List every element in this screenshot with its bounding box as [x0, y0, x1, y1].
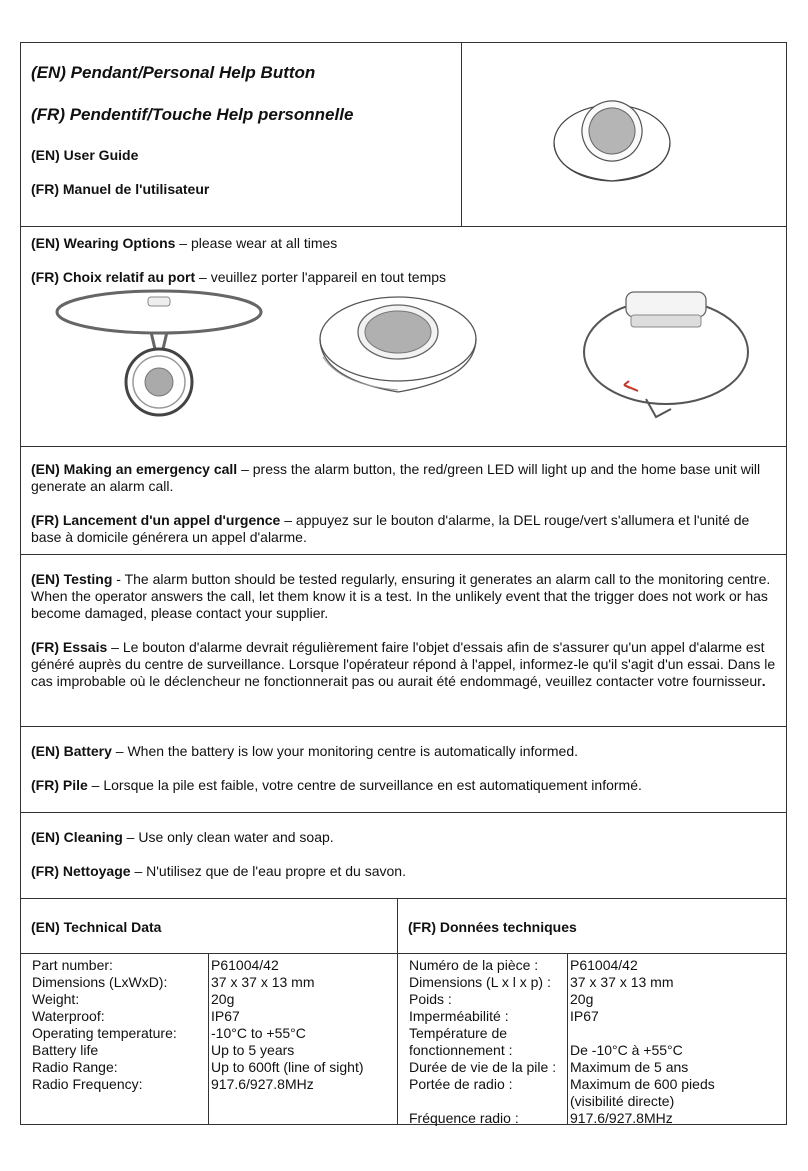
user-guide-en: (EN) User Guide — [31, 147, 139, 163]
wearing-fr-heading: (FR) Choix relatif au port — [31, 269, 196, 285]
pendant-device-icon — [462, 43, 787, 227]
testing-fr — [31, 639, 776, 690]
header-section — [21, 43, 786, 227]
emergency-en-text: – press the alarm button, the red/green LED will light up and the home base unit will generate an alarm call. — [31, 461, 761, 494]
emergency-en-heading: (EN) Making an emergency call — [31, 461, 238, 477]
battery-en-text: – When the battery is low your monitoring centre is automatically informed. — [111, 743, 579, 759]
tech-en-value: Up to 600ft (line of sight) — [211, 1059, 364, 1075]
tech-fr-label: Portée de radio : — [409, 1076, 513, 1092]
tech-en-label: Operating temperature: — [32, 1025, 177, 1041]
tech-en-values — [209, 954, 398, 1124]
testing-en — [31, 571, 776, 622]
cleaning-en — [31, 829, 776, 846]
emergency-en — [31, 461, 776, 495]
tech-en-label: Radio Range: — [32, 1059, 118, 1075]
cleaning-section — [21, 813, 786, 899]
emergency-fr — [31, 512, 776, 546]
cleaning-en-text: – Use only clean water and soap. — [122, 829, 334, 845]
tech-en-value: -10°C to +55°C — [211, 1025, 306, 1041]
tech-en-value: 20g — [211, 991, 235, 1007]
tech-en-label: Part number: — [32, 957, 113, 973]
testing-fr-text: – Le bouton d'alarme devrait régulièrement faire l'objet d'essais afin de s'assurer qu'un appel d'alarme est généré auprès du centre de surveillance. Lorsque l'opérateur répond à l'appel, informez-le qu'il s'agit d'un essai. Dans le cas improbable où le déclencheur ne fonctionnerait pas ou aurait été endommagé, veuillez contacter votre fournisseur — [31, 639, 776, 689]
tech-en-label: Waterproof: — [32, 1008, 105, 1024]
testing-en-text: - The alarm button should be tested regularly, ensuring it generates an alarm call to the monitoring centre. When the operator answers the call, let them know it is a test. In the unlikely event that the trigger does not work or has become damaged, please contact your supplier. — [31, 571, 771, 621]
testing-fr-heading: (FR) Essais — [31, 639, 108, 655]
cleaning-fr — [31, 863, 776, 880]
technical-data-header — [21, 899, 786, 954]
header-titles — [21, 43, 462, 226]
battery-fr-text: – Lorsque la pile est faible, votre centre de surveillance en est automatiquement informé. — [87, 777, 642, 793]
tech-fr-labels — [398, 954, 568, 1124]
tech-en-label: Battery life — [32, 1042, 99, 1058]
tech-fr-label: Dimensions (L x l x p) : — [409, 974, 551, 990]
tech-fr-label: Durée de vie de la pile : — [409, 1059, 557, 1075]
tech-title-en: (EN) Technical Data — [21, 899, 398, 953]
tech-fr-label — [409, 1093, 567, 1110]
tech-en-label: Radio Frequency: — [32, 1076, 143, 1092]
battery-fr-heading: (FR) Pile — [31, 777, 88, 793]
emergency-fr-heading: (FR) Lancement d'un appel d'urgence — [31, 512, 281, 528]
tech-fr-value: (visibilité directe) — [570, 1093, 675, 1109]
tech-fr-value: 20g — [570, 991, 594, 1007]
wearing-images — [21, 287, 786, 447]
emergency-fr-text: – appuyez sur le bouton d'alarme, la DEL rouge/vert s'allumera et l'unité de base à domicile générera un appel d'alarme. — [31, 512, 750, 545]
tech-fr-value — [570, 1025, 786, 1042]
battery-en-heading: (EN) Battery — [31, 743, 112, 759]
wearing-en-heading: (EN) Wearing Options — [31, 235, 176, 251]
wearing-en-text: – please wear at all times — [175, 235, 338, 251]
tech-fr-values — [568, 954, 786, 1124]
testing-en-heading: (EN) Testing — [31, 571, 113, 587]
necklace-icon — [51, 287, 271, 437]
user-guide-document — [20, 42, 787, 1125]
pendant-puck-icon — [311, 287, 486, 407]
tech-en-label: Weight: — [32, 991, 80, 1007]
wearing-en — [31, 235, 776, 252]
cleaning-fr-heading: (FR) Nettoyage — [31, 863, 131, 879]
wearing-fr-text: – veuillez porter l'appareil en tout temps — [195, 269, 447, 285]
tech-en-value: IP67 — [211, 1008, 240, 1024]
tech-en-value: 917.6/927.8MHz — [211, 1076, 314, 1092]
tech-fr-value: Maximum de 600 pieds — [570, 1076, 715, 1092]
pendant-image — [462, 43, 786, 226]
tech-fr-label: Température de — [409, 1025, 508, 1041]
cleaning-en-heading: (EN) Cleaning — [31, 829, 123, 845]
testing-fr-end: . — [761, 673, 766, 689]
title-en: (EN) Pendant/Personal Help Button — [31, 63, 316, 82]
tech-en-labels — [21, 954, 209, 1124]
battery-en — [31, 743, 776, 760]
tech-fr-value: 37 x 37 x 13 mm — [570, 974, 674, 990]
wearing-options-section — [21, 227, 786, 447]
cleaning-fr-text: – N'utilisez que de l'eau propre et du savon. — [130, 863, 406, 879]
tech-fr-value: P61004/42 — [570, 957, 638, 973]
battery-fr — [31, 777, 776, 794]
tech-fr-label: fonctionnement : — [409, 1042, 513, 1058]
tech-fr-label: Poids : — [409, 991, 452, 1007]
tech-en-label: Dimensions (LxWxD): — [32, 974, 168, 990]
tech-en-value: 37 x 37 x 13 mm — [211, 974, 315, 990]
tech-fr-value: De -10°C à +55°C — [570, 1042, 683, 1058]
tech-en-value: P61004/42 — [211, 957, 279, 973]
testing-section — [21, 555, 786, 727]
emergency-call-section — [21, 447, 786, 555]
tech-fr-value: IP67 — [570, 1008, 599, 1024]
wearing-fr — [31, 269, 776, 286]
tech-fr-label: Numéro de la pièce : — [409, 957, 539, 973]
tech-en-value: Up to 5 years — [211, 1042, 295, 1058]
battery-section — [21, 727, 786, 813]
tech-fr-value: 917.6/927.8MHz — [570, 1110, 673, 1126]
technical-data-table — [21, 954, 786, 1124]
tech-title-fr: (FR) Données techniques — [408, 919, 577, 935]
tech-fr-label: Imperméabilité : — [409, 1008, 509, 1024]
wrist-strap-icon — [576, 287, 756, 437]
tech-fr-label: Fréquence radio : — [409, 1110, 519, 1126]
tech-fr-value: Maximum de 5 ans — [570, 1059, 689, 1075]
title-fr: (FR) Pendentif/Touche Help personnelle — [31, 105, 354, 124]
user-guide-fr: (FR) Manuel de l'utilisateur — [31, 181, 210, 197]
